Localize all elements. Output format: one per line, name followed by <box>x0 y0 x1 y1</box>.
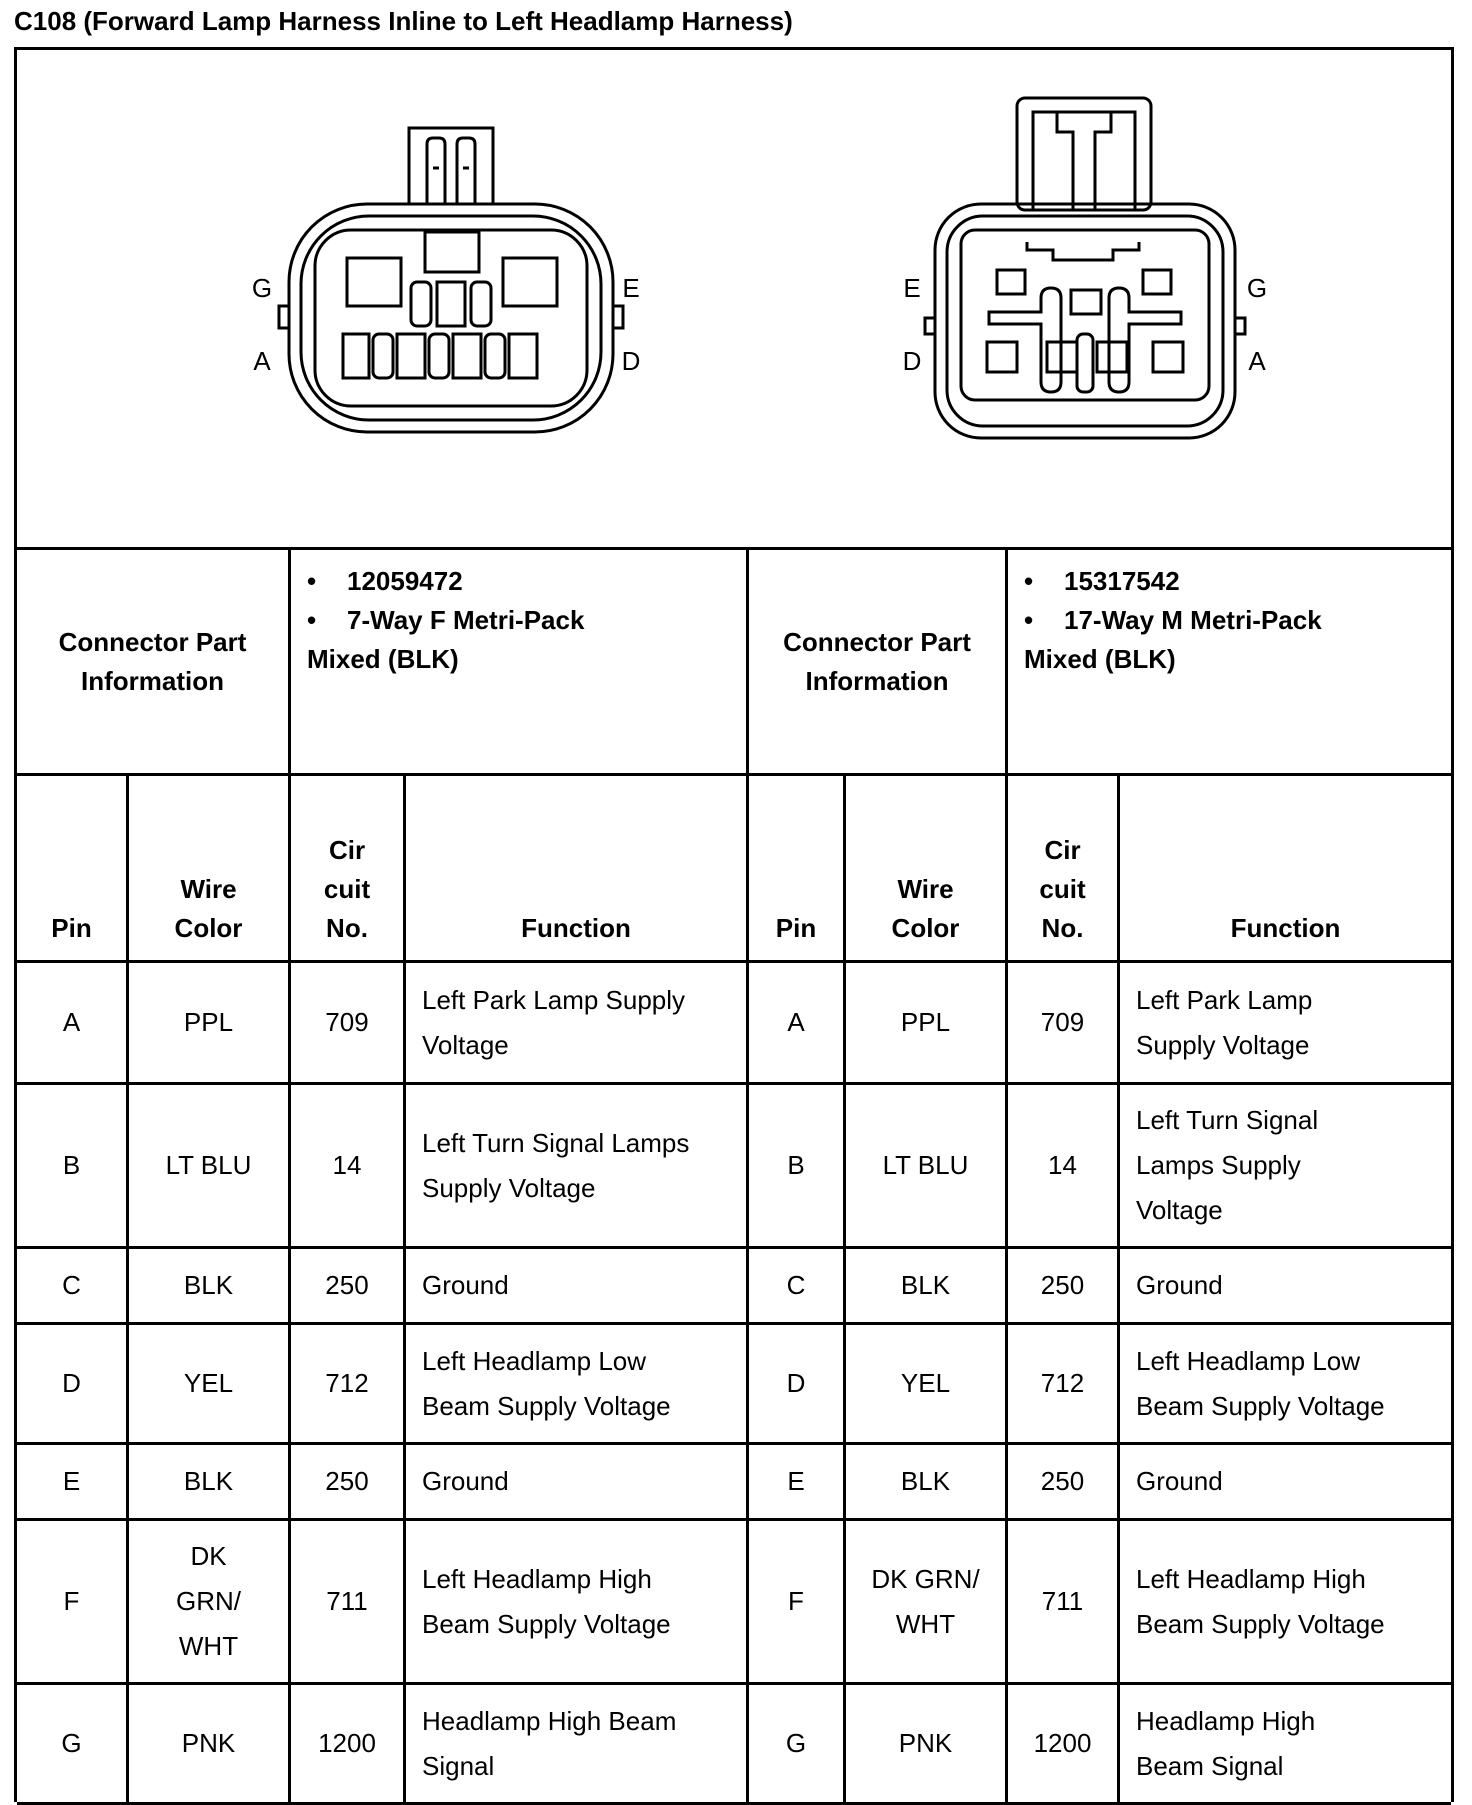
left-pin-label-d: D <box>621 346 641 376</box>
function-cell: Left Park Lamp Supply Voltage <box>1136 984 1313 1060</box>
wire-color-cell: LT BLU <box>165 1150 252 1180</box>
column-header-circuit-no: Cir cuit No. <box>1039 835 1086 943</box>
connector-face-views <box>17 50 1451 547</box>
right-connector-face <box>925 98 1245 438</box>
wire-color-cell: PNK <box>181 1728 236 1758</box>
function-cell: Left Turn Signal Lamps Supply Voltage <box>1136 1105 1319 1225</box>
pin-cell: C <box>786 1270 806 1300</box>
pin-cell: D <box>62 1368 81 1398</box>
pin-cell: D <box>786 1368 806 1398</box>
left-connector-desc: Mixed (BLK) <box>307 644 459 674</box>
right-pin-label-d: D <box>902 346 922 376</box>
circuit-cell: 712 <box>1040 1368 1085 1398</box>
function-cell: Left Headlamp High Beam Supply Voltage <box>422 1563 671 1639</box>
left-pin-label-e: E <box>622 273 640 303</box>
pin-cell: B <box>787 1150 805 1180</box>
right-part-number: 15317542 <box>1064 566 1180 596</box>
function-cell: Headlamp High Beam Signal <box>422 1705 677 1781</box>
circuit-cell: 1200 <box>1033 1728 1092 1758</box>
function-cell: Left Headlamp Low Beam Supply Voltage <box>422 1345 671 1421</box>
pin-cell: E <box>62 1466 81 1496</box>
column-header-function: Function <box>521 913 631 943</box>
circuit-cell: 709 <box>1040 1007 1085 1037</box>
right-connector-info-label: Connector Part Information <box>783 626 971 696</box>
left-connector-info: • 12059472 • 7-Way F Metri-Pack Mixed (BLK) <box>291 550 746 773</box>
function-cell: Ground <box>422 1270 509 1300</box>
column-header-pin: Pin <box>775 913 817 943</box>
circuit-cell: 14 <box>1048 1150 1077 1180</box>
wire-color-cell: BLK <box>900 1270 951 1300</box>
function-cell: Left Headlamp Low Beam Supply Voltage <box>1136 1345 1385 1421</box>
right-pin-label-g: G <box>1246 273 1268 303</box>
circuit-cell: 711 <box>326 1586 368 1616</box>
function-cell: Left Turn Signal Lamps Supply Voltage <box>422 1127 690 1203</box>
column-header-wire-color: Wire Color <box>891 874 960 943</box>
circuit-cell: 1200 <box>318 1728 376 1758</box>
circuit-cell: 711 <box>1041 1586 1084 1616</box>
wire-color-cell: PPL <box>183 1007 234 1037</box>
right-connector-desc: Mixed (BLK) <box>1024 644 1176 674</box>
function-cell: Ground <box>1136 1466 1223 1496</box>
function-cell: Left Headlamp High Beam Supply Voltage <box>1136 1563 1385 1639</box>
circuit-cell: 250 <box>1040 1466 1085 1496</box>
wire-color-cell: PNK <box>898 1728 953 1758</box>
wire-color-cell: BLK <box>183 1270 234 1300</box>
pin-cell: E <box>787 1466 805 1496</box>
connector-table-frame <box>14 47 1454 1802</box>
pin-cell: A <box>787 1007 805 1037</box>
function-cell: Left Park Lamp Supply Voltage <box>422 984 686 1060</box>
left-connector-type: 7-Way F Metri-Pack <box>347 605 585 635</box>
circuit-cell: 250 <box>1040 1270 1085 1300</box>
wire-color-cell: BLK <box>183 1466 234 1496</box>
pin-cell: B <box>62 1150 81 1180</box>
pin-cell: G <box>785 1728 807 1758</box>
left-connector-face <box>279 128 623 432</box>
wire-color-cell: YEL <box>183 1368 234 1398</box>
wire-color-cell: LT BLU <box>882 1150 969 1180</box>
column-header-pin: Pin <box>51 913 92 943</box>
circuit-cell: 14 <box>332 1150 362 1180</box>
pin-cell: C <box>62 1270 81 1300</box>
pin-cell: F <box>63 1586 80 1616</box>
left-pin-label-g: G <box>251 273 273 303</box>
right-connector-type: 17-Way M Metri-Pack <box>1064 605 1322 635</box>
column-header-function: Function <box>1230 913 1341 943</box>
function-cell: Ground <box>1136 1270 1223 1300</box>
pin-cell: A <box>62 1007 81 1037</box>
column-header-circuit-no: Cir cuit No. <box>323 835 371 943</box>
diagram-title: C108 (Forward Lamp Harness Inline to Left Headlamp Harness) <box>14 6 793 36</box>
circuit-cell: 712 <box>325 1368 369 1398</box>
wire-color-cell: DK GRN/ WHT <box>871 1563 980 1639</box>
wire-color-cell: YEL <box>900 1368 951 1398</box>
pin-cell: F <box>788 1586 804 1616</box>
right-pin-label-a: A <box>1248 346 1266 376</box>
wire-color-cell: BLK <box>900 1466 951 1496</box>
wire-color-cell: PPL <box>900 1007 951 1037</box>
connector-drawings <box>17 50 1451 547</box>
circuit-cell: 709 <box>325 1007 369 1037</box>
circuit-cell: 250 <box>325 1466 369 1496</box>
right-connector-info: • 15317542 • 17-Way M Metri-Pack Mixed (BLK) <box>1008 550 1451 773</box>
left-connector-info-label: Connector Part Information <box>58 626 247 696</box>
wire-color-cell: DK GRN/ WHT <box>176 1541 241 1661</box>
circuit-cell: 250 <box>325 1270 369 1300</box>
right-pin-label-e: E <box>903 273 921 303</box>
left-part-number: 12059472 <box>347 566 463 596</box>
left-pin-label-a: A <box>253 346 271 376</box>
function-cell: Headlamp High Beam Signal <box>1136 1705 1316 1781</box>
function-cell: Ground <box>422 1466 509 1496</box>
column-header-wire-color: Wire Color <box>174 874 243 943</box>
pin-cell: G <box>61 1728 82 1758</box>
